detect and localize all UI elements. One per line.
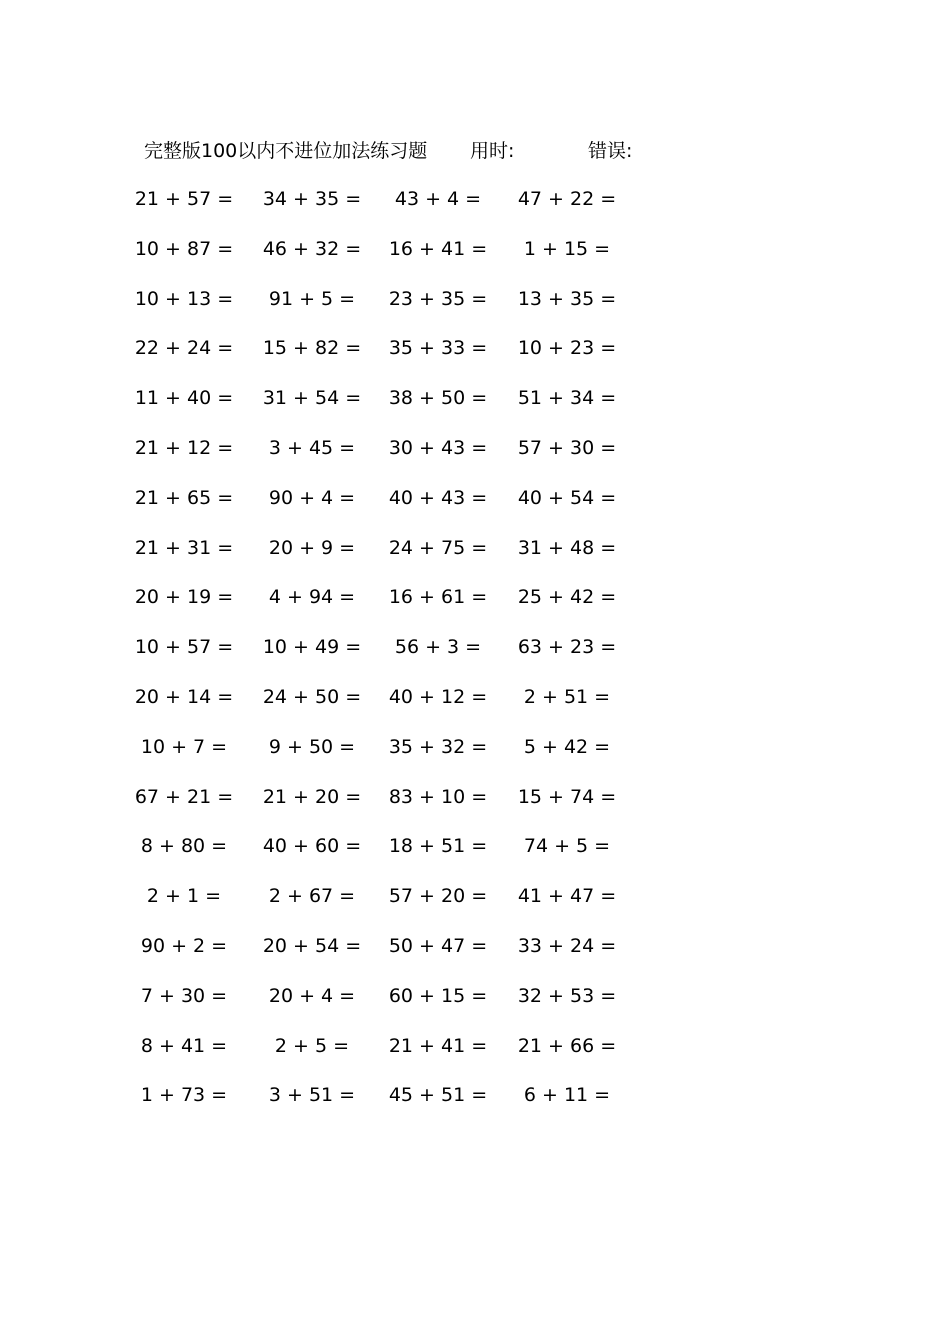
addition-problem: 21 + 65 =	[134, 486, 234, 509]
problem-row	[0, 1081, 950, 1131]
addition-problem: 21 + 20 =	[262, 785, 362, 808]
addition-problem: 32 + 53 =	[517, 984, 617, 1007]
time-label: 用时:	[470, 140, 515, 162]
problem-row	[0, 683, 950, 733]
addition-problem: 57 + 20 =	[388, 885, 488, 908]
addition-problem: 1 + 73 =	[140, 1084, 228, 1107]
addition-problem: 63 + 23 =	[517, 636, 617, 659]
addition-problem: 20 + 19 =	[134, 586, 234, 609]
addition-problem: 16 + 41 =	[388, 237, 488, 260]
addition-problem: 43 + 4 =	[394, 188, 482, 210]
problem-row	[0, 434, 950, 484]
addition-problem: 22 + 24 =	[134, 337, 234, 360]
problem-row	[0, 932, 950, 982]
addition-problem: 50 + 47 =	[388, 934, 488, 957]
addition-problem: 34 + 35 =	[262, 188, 362, 210]
addition-problem: 46 + 32 =	[262, 237, 362, 260]
addition-problem: 15 + 74 =	[517, 785, 617, 808]
addition-problem: 13 + 35 =	[517, 287, 617, 310]
addition-problem: 56 + 3 =	[394, 636, 482, 659]
addition-problem: 40 + 43 =	[388, 486, 488, 509]
addition-problem: 21 + 41 =	[388, 1034, 488, 1057]
addition-problem: 83 + 10 =	[388, 785, 488, 808]
addition-problem: 5 + 42 =	[523, 735, 611, 758]
addition-problem: 20 + 9 =	[268, 536, 356, 559]
addition-problem: 6 + 11 =	[523, 1084, 611, 1107]
addition-problem: 15 + 82 =	[262, 337, 362, 360]
problem-row	[0, 832, 950, 882]
addition-problem: 47 + 22 =	[517, 188, 617, 210]
addition-problem: 20 + 4 =	[268, 984, 356, 1007]
addition-problem: 33 + 24 =	[517, 934, 617, 957]
addition-problem: 35 + 32 =	[388, 735, 488, 758]
addition-problem: 16 + 61 =	[388, 586, 488, 609]
addition-problem: 1 + 15 =	[523, 237, 611, 260]
addition-problem: 10 + 7 =	[140, 735, 228, 758]
addition-problem: 91 + 5 =	[268, 287, 356, 310]
problem-row	[0, 633, 950, 683]
addition-problem: 3 + 51 =	[268, 1084, 356, 1107]
addition-problem: 40 + 12 =	[388, 685, 488, 708]
problem-row	[0, 384, 950, 434]
addition-problem: 20 + 14 =	[134, 685, 234, 708]
addition-problem: 24 + 75 =	[388, 536, 488, 559]
addition-problem: 40 + 54 =	[517, 486, 617, 509]
addition-problem: 74 + 5 =	[523, 835, 611, 858]
addition-problem: 45 + 51 =	[388, 1084, 488, 1107]
addition-problem: 8 + 80 =	[140, 835, 228, 858]
worksheet-title: 完整版100以内不进位加法练习题	[144, 140, 428, 162]
addition-problem: 31 + 48 =	[517, 536, 617, 559]
addition-problem: 10 + 23 =	[517, 337, 617, 360]
problem-row	[0, 285, 950, 335]
addition-problem: 31 + 54 =	[262, 387, 362, 410]
addition-problem: 10 + 57 =	[134, 636, 234, 659]
addition-problem: 7 + 30 =	[140, 984, 228, 1007]
addition-problem: 2 + 67 =	[268, 885, 356, 908]
addition-problem: 51 + 34 =	[517, 387, 617, 410]
problem-row	[0, 882, 950, 932]
problem-row	[0, 484, 950, 534]
problem-row	[0, 583, 950, 633]
addition-problem: 10 + 13 =	[134, 287, 234, 310]
addition-problem: 57 + 30 =	[517, 436, 617, 459]
addition-problem: 10 + 87 =	[134, 237, 234, 260]
addition-problem: 30 + 43 =	[388, 436, 488, 459]
problem-row	[0, 733, 950, 783]
problem-row	[0, 783, 950, 833]
addition-problem: 24 + 50 =	[262, 685, 362, 708]
problem-row	[0, 1032, 950, 1082]
addition-problem: 60 + 15 =	[388, 984, 488, 1007]
error-label: 错误:	[588, 140, 633, 162]
worksheet-header	[0, 137, 950, 165]
problem-row	[0, 982, 950, 1032]
problem-row	[0, 185, 950, 235]
addition-problem: 38 + 50 =	[388, 387, 488, 410]
addition-problem: 35 + 33 =	[388, 337, 488, 360]
addition-problem: 90 + 4 =	[268, 486, 356, 509]
addition-problem: 21 + 57 =	[134, 188, 234, 210]
addition-problem: 3 + 45 =	[268, 436, 356, 459]
addition-problem: 41 + 47 =	[517, 885, 617, 908]
addition-problem: 2 + 51 =	[523, 685, 611, 708]
addition-problem: 23 + 35 =	[388, 287, 488, 310]
addition-problem: 9 + 50 =	[268, 735, 356, 758]
addition-problem: 10 + 49 =	[262, 636, 362, 659]
addition-problem: 4 + 94 =	[268, 586, 356, 609]
addition-problem: 8 + 41 =	[140, 1034, 228, 1057]
addition-problem: 18 + 51 =	[388, 835, 488, 858]
addition-problem: 11 + 40 =	[134, 387, 234, 410]
addition-problem: 21 + 66 =	[517, 1034, 617, 1057]
problem-row	[0, 334, 950, 384]
addition-problem: 21 + 12 =	[134, 436, 234, 459]
addition-problem: 67 + 21 =	[134, 785, 234, 808]
addition-problem: 40 + 60 =	[262, 835, 362, 858]
addition-problem: 25 + 42 =	[517, 586, 617, 609]
problem-row	[0, 235, 950, 285]
addition-problem: 2 + 1 =	[146, 885, 222, 908]
addition-problem: 20 + 54 =	[262, 934, 362, 957]
addition-problem: 21 + 31 =	[134, 536, 234, 559]
addition-problem: 90 + 2 =	[140, 934, 228, 957]
problem-row	[0, 534, 950, 584]
addition-problem: 2 + 5 =	[274, 1034, 350, 1057]
problem-grid	[0, 185, 950, 1131]
